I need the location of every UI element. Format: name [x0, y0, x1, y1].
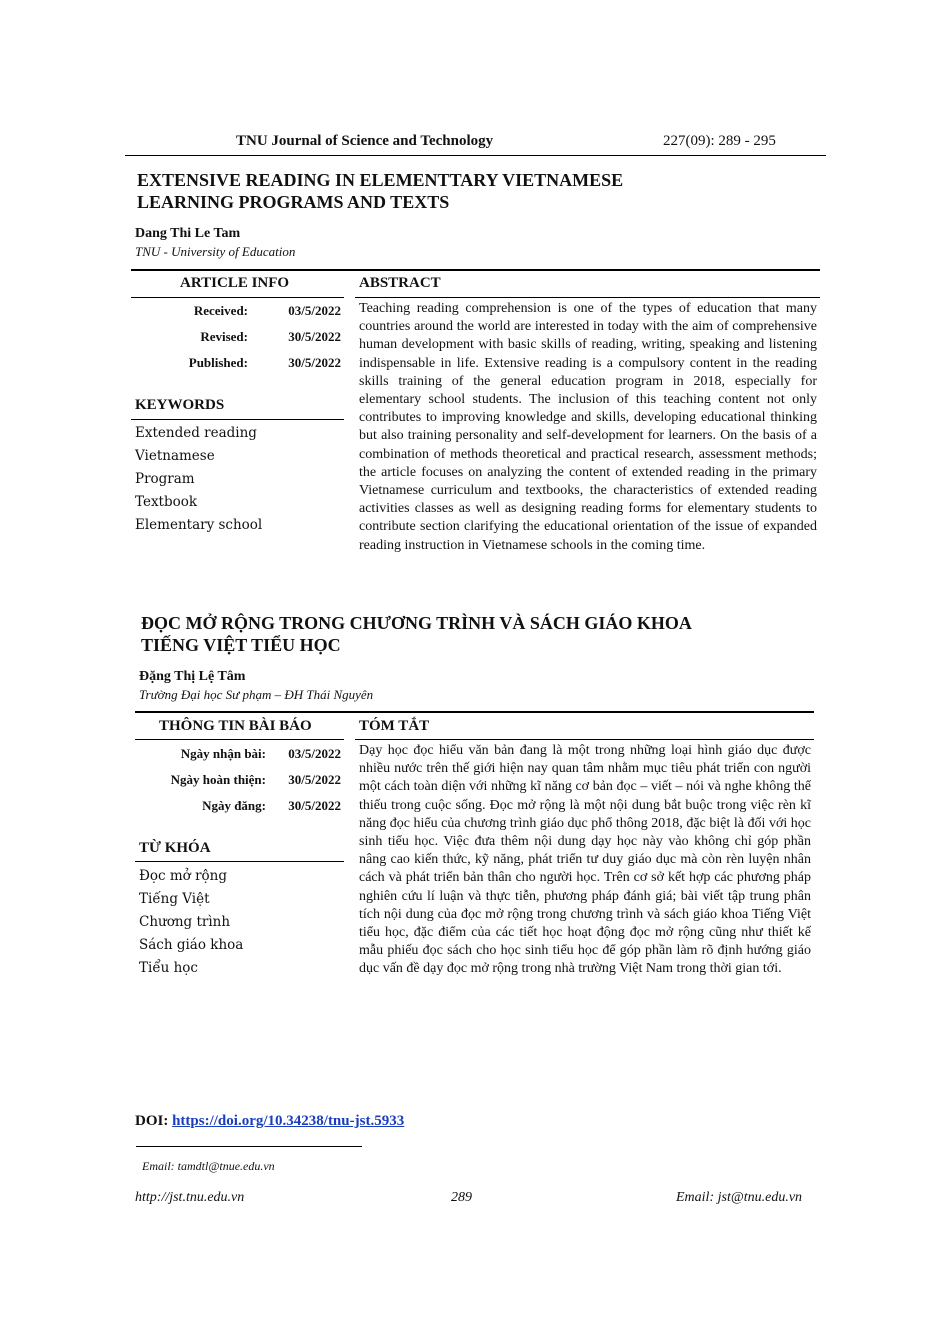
keyword-item: Sách giáo khoa	[139, 937, 244, 953]
english-title-line2: LEARNING PROGRAMS AND TEXTS	[137, 192, 450, 212]
published-row-vi	[139, 793, 343, 819]
english-dates	[135, 298, 343, 376]
keyword-item: Tiếng Việt	[139, 891, 210, 907]
footer-url: http://jst.tnu.edu.vn	[135, 1190, 245, 1205]
vietnamese-abstract-heading: TÓM TẮT	[359, 718, 430, 734]
revised-row	[135, 324, 343, 350]
english-top-rule	[131, 269, 820, 271]
english-keywords-heading: KEYWORDS	[135, 397, 225, 413]
vietnamese-dates	[139, 741, 343, 819]
vietnamese-keywords-list	[139, 865, 243, 980]
footer-email: Email: jst@tnu.edu.vn	[676, 1190, 803, 1205]
english-abstract-rule	[355, 297, 820, 298]
revised-label: Revised:	[200, 329, 248, 344]
volume-pages: 227(09): 289 - 295	[663, 133, 776, 149]
english-article-info-heading: ARTICLE INFO	[180, 275, 290, 291]
received-row	[135, 298, 343, 324]
revised-date: 30/5/2022	[288, 329, 341, 344]
header-rule	[125, 155, 826, 156]
english-keywords-rule	[131, 419, 344, 420]
received-label: Received:	[193, 303, 248, 318]
doi-line	[135, 1113, 404, 1130]
author-email-footnote: Email: tamdtl@tnue.edu.vn	[142, 1159, 275, 1173]
vietnamese-info-rule	[135, 739, 344, 740]
doi-link[interactable]: https://doi.org/10.34238/tnu-jst.5933	[172, 1113, 405, 1129]
revised-row-vi	[139, 767, 343, 793]
revised-label-vi: Ngày hoàn thiện:	[170, 772, 266, 787]
english-author: Dang Thi Le Tam	[135, 226, 241, 241]
vietnamese-title-line1: ĐỌC MỞ RỘNG TRONG CHƯƠNG TRÌNH VÀ SÁCH GIÁO KHOA	[141, 613, 692, 633]
keyword-item: Đọc mở rộng	[139, 868, 228, 884]
doi-label: DOI:	[135, 1113, 169, 1129]
footnote-rule	[136, 1146, 362, 1147]
published-date: 30/5/2022	[288, 355, 341, 370]
vietnamese-article-info-heading: THÔNG TIN BÀI BÁO	[159, 718, 312, 734]
vietnamese-abstract-text: Dạy học đọc hiểu văn bản đang là một trong những loại hình giáo dục được nhiều nước trên thế giới hiện nay quan tâm nhằm mục tiêu phát triển con người một cách toàn diện với những kĩ năng cơ bản đọc – viết – nói và nghe không thể thiếu trong cuộc sống. Đọc mở rộng là một nội dung bắt buộc trong việc rèn kĩ năng đọc hiểu của chương trình giáo dục phổ thông 2018, đặc biệt là đối với học sinh tiểu học. Việc đưa thêm nội dung dạy học này vào không chỉ góp phần nâng cao kiến thức, kỹ năng, phát triển tư duy giáo dục mà còn rèn luyện nhân cách và phát triển bản thân cho người học. Trên cơ sở kết hợp các phương pháp nghiên cứu lí luận và thực tiễn, phương pháp đánh giá; bài viết tập trung phân tích nội dung của đọc mở rộng trong chương trình và sách giáo khoa Tiếng Việt tiểu học, đặc điểm của các tiết học hoạt động đọc mở rộng cũng như thiết kế mẫu phiếu đọc sách cho học sinh tiểu học để góp phần làm rõ định hướng giáo dục vấn đề dạy đọc mở rộng trong nhà trường Việt Nam trong thời gian tới.	[359, 743, 811, 977]
keyword-item: Elementary school	[135, 517, 263, 533]
vietnamese-abstract-rule	[355, 739, 814, 740]
english-affiliation: TNU - University of Education	[135, 244, 296, 259]
vietnamese-top-rule	[135, 711, 814, 713]
vietnamese-title-line2: TIẾNG VIỆT TIỂU HỌC	[141, 635, 341, 655]
keyword-item: Tiểu học	[139, 960, 198, 976]
revised-date-vi: 30/5/2022	[288, 772, 341, 787]
english-abstract-heading: ABSTRACT	[359, 275, 441, 291]
vietnamese-affiliation: Trường Đại học Sư phạm – ĐH Thái Nguyên	[139, 687, 374, 702]
english-abstract-text: Teaching reading comprehension is one of the types of education that many countries around the world are interested in today with the aim of comprehensive human development with basic skills of reading, writing, speaking and listening indispensable in life. Extensive reading is a compulsory content in the reading skills training of the general education program in 2018, especially for elementary school students. The inclusion of this teaching content not only contributes to improving knowledge and skills, developing educational thinking but also training personality and self-development for learners. On the basis of a combination of methods theoretical and practical research, assessment methods; the article focuses on analyzing the content of extended reading in the primary Vietnamese curriculum and textbooks, the characteristics of extended reading activities classes as well as designing reading forms for elementary students to contribute section clarifying the educational orientation of the issue of expanded reading instruction in Vietnamese schools in the coming time.	[359, 301, 817, 553]
published-label-vi: Ngày đăng:	[202, 798, 266, 813]
keyword-item: Program	[135, 471, 195, 487]
journal-name: TNU Journal of Science and Technology	[236, 133, 494, 149]
keyword-item: Extended reading	[135, 425, 257, 441]
vietnamese-keywords-rule	[135, 861, 344, 862]
vietnamese-author: Đặng Thị Lệ Tâm	[139, 669, 246, 684]
vietnamese-title	[141, 612, 761, 656]
received-label-vi: Ngày nhận bài:	[180, 746, 266, 761]
keyword-item: Textbook	[135, 494, 198, 510]
received-date: 03/5/2022	[288, 303, 341, 318]
page-number: 289	[451, 1190, 472, 1205]
english-title-line1: EXTENSIVE READING IN ELEMENTTARY VIETNAMESE	[137, 170, 624, 190]
english-keywords-list	[135, 422, 262, 537]
vietnamese-keywords-heading: TỪ KHÓA	[139, 840, 211, 856]
keyword-item: Chương trình	[139, 914, 231, 930]
keyword-item: Vietnamese	[135, 448, 215, 464]
english-title	[137, 169, 757, 213]
received-row-vi	[139, 741, 343, 767]
published-label: Published:	[188, 355, 248, 370]
received-date-vi: 03/5/2022	[288, 746, 341, 761]
published-row	[135, 350, 343, 376]
published-date-vi: 30/5/2022	[288, 798, 341, 813]
